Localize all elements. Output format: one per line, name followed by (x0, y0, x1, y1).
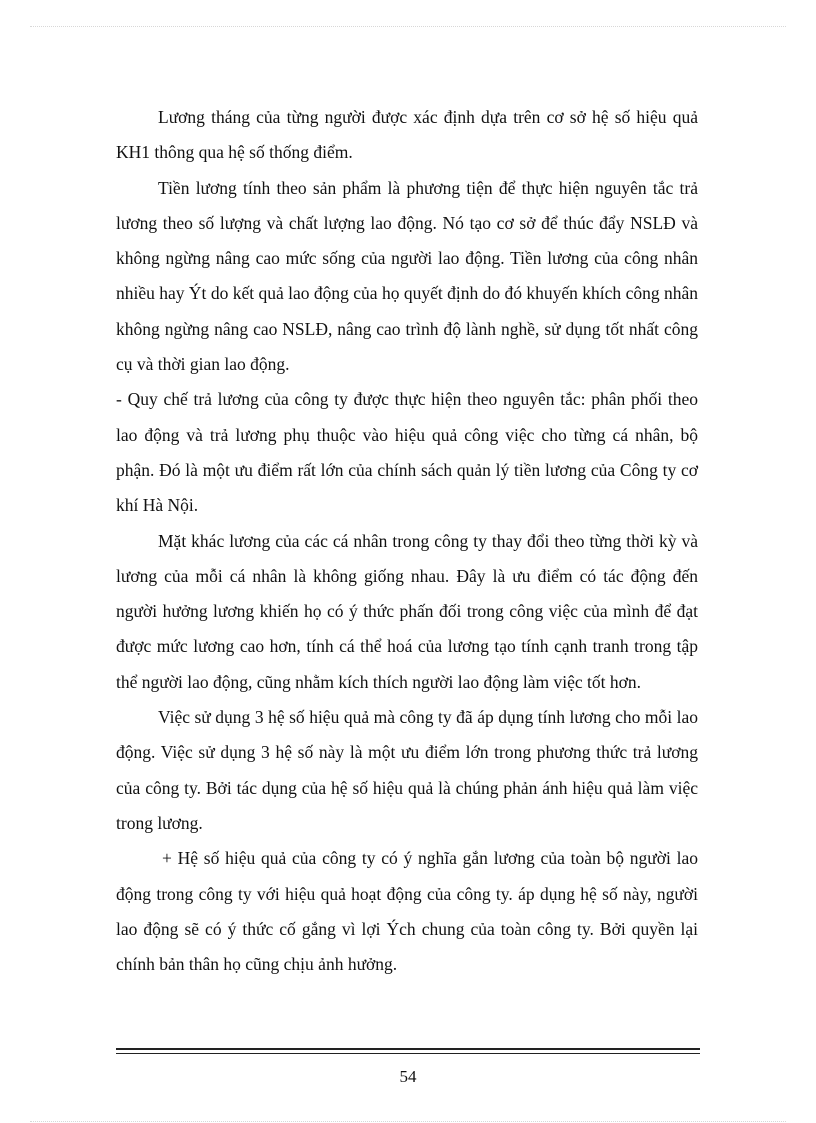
paragraph-pay-regulation: - Quy chế trả lương của công ty được thực hiện theo nguyên tắc: phân phối theo lao động và trả lương phụ thuộc vào hiệu quả công việc cho từng cá nhân, bộ phận. Đó là một ưu điểm rất lớn của chính sách quản lý tiền lương của Công ty cơ khí Hà Nội. (116, 389, 698, 516)
paragraph-individual-salary: Mặt khác lương của các cá nhân trong công ty thay đổi theo từng thời kỳ và lương của mỗi cá nhân là không giống nhau. Đây là ưu điểm có tác động đến người hưởng lương khiến họ có ý thức phấn đối trong công việc của mình để đạt được mức lương cao hơn, tính cá thể hoá của lương tạo tính cạnh tranh trong tập thể người lao động, cũng nhằm kích thích người lao động làm việc tốt hơn. (116, 530, 698, 692)
paragraph-company-coefficient: + Hệ số hiệu quả của công ty có ý nghĩa gắn lương của toàn bộ người lao động trong công ty với hiệu quả hoạt động của công ty. áp dụng hệ số này, người lao động sẽ có ý thức cố gắng vì lợi Ých chung của toàn công ty. Bởi quyền lại chính bản thân họ cũng chịu ảnh hưởng. (116, 848, 698, 975)
paragraph-three-coefficients: Việc sử dụng 3 hệ số hiệu quả mà công ty đã áp dụng tính lương cho mỗi lao động. Việc sử dụng 3 hệ số này là một ưu điểm lớn trong phương thức trả lương của công ty. Bởi tác dụng của hệ số hiệu quả là chúng phản ánh hiệu quả làm việc trong lương. (116, 707, 698, 833)
footer-divider (116, 1048, 700, 1054)
paragraph-monthly-salary: Lương tháng của từng người được xác định dựa trên cơ sở hệ số hiệu quả KH1 thông qua hệ số thống điểm. (116, 107, 698, 163)
document-body (116, 100, 698, 982)
paragraph-product-wage: Tiền lương tính theo sản phẩm là phương tiện để thực hiện nguyên tắc trả lương theo số lượng và chất lượng lao động. Nó tạo cơ sở để thúc đẩy NSLĐ và không ngừng nâng cao mức sống của người lao động. Tiền lương của công nhân nhiều hay Ýt do kết quả lao động của họ quyết định do đó khuyến khích công nhân không ngừng nâng cao NSLĐ, nâng cao trình độ lành nghề, sử dụng tốt nhất công cụ và thời gian lao động. (116, 177, 698, 375)
page-number: 54 (399, 1067, 417, 1086)
